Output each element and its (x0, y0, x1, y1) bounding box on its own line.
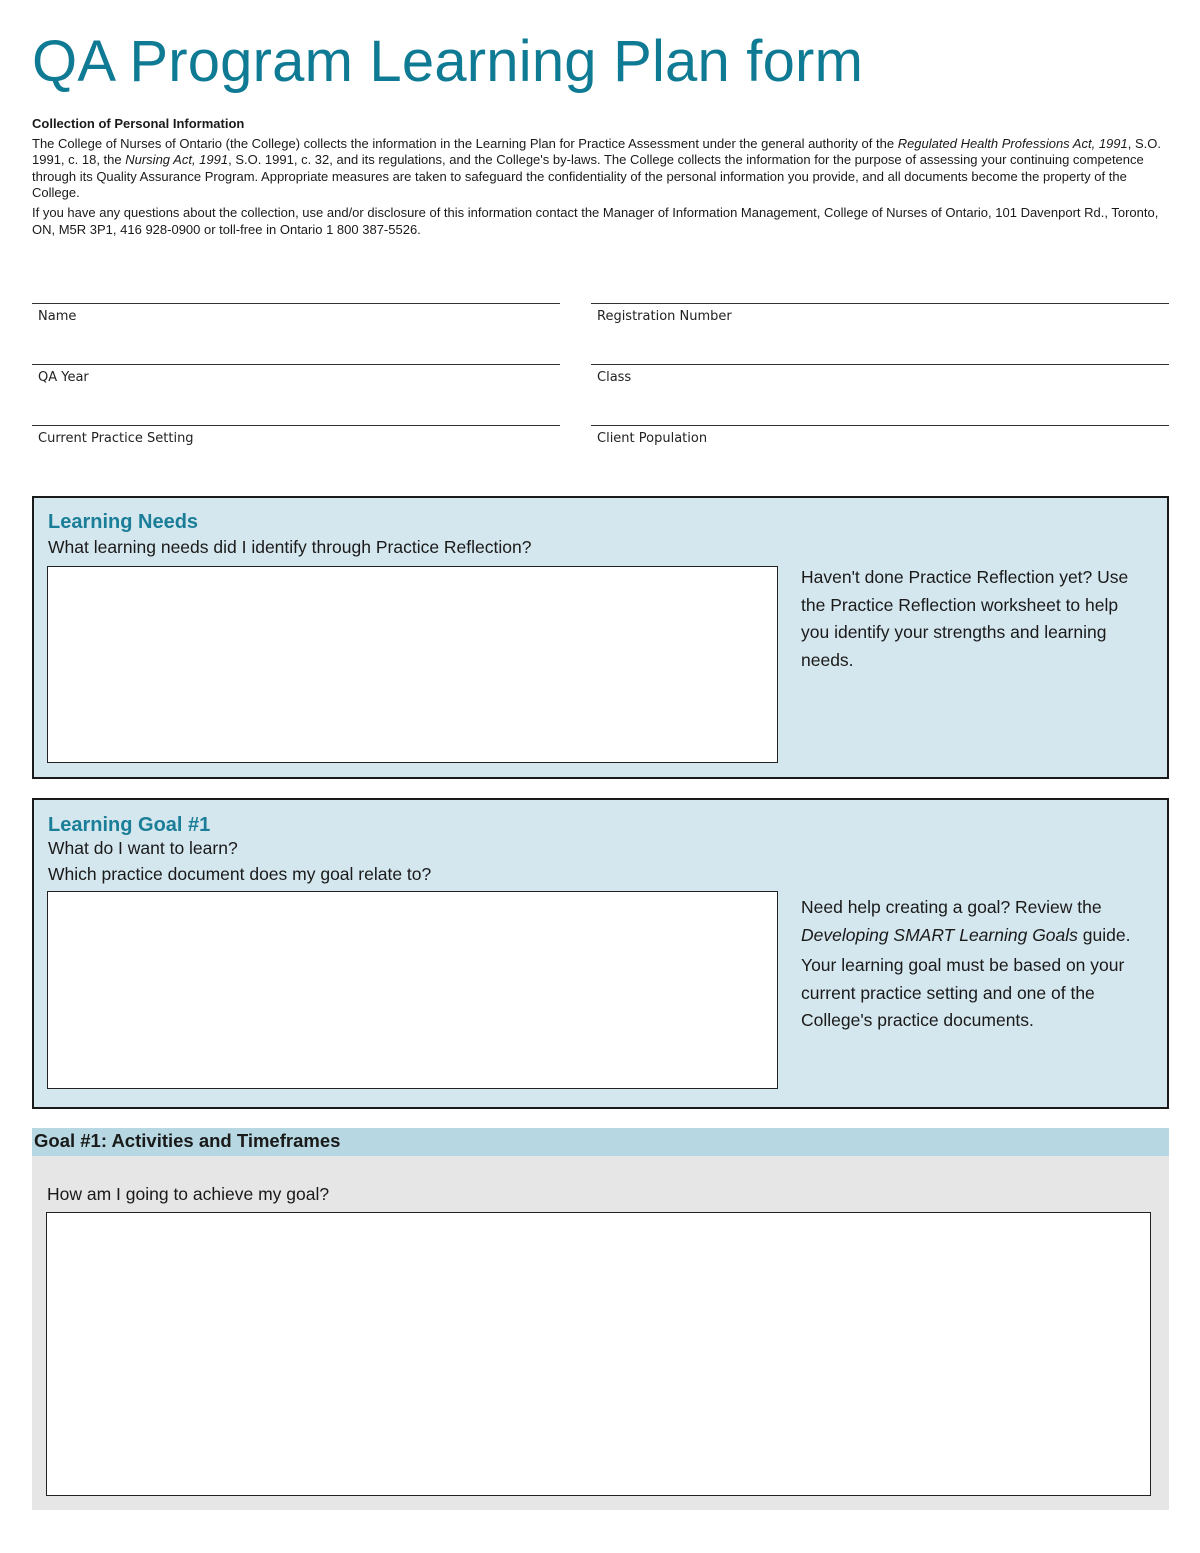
privacy-notice (32, 116, 1168, 241)
privacy-paragraph (32, 136, 1168, 202)
privacy-contact: If you have any questions about the collection, use and/or disclosure of this information contact the Manager of Information Management, College of Nurses of Ontario, 101 Davenport Rd., Toronto, ON, M5R 3P1, 416 928-0900 or toll-free in Ontario 1 800 387-5526. (32, 204, 1159, 237)
learning-goal-help-2: Your learning goal must be based on your current practice setting and one of the College's practice documents. (801, 955, 1125, 1030)
learning-goal-help (801, 894, 1151, 1035)
learning-goal-panel (32, 798, 1169, 1109)
privacy-act-1: Regulated Health Professions Act, 1991 (897, 135, 1128, 151)
privacy-heading: Collection of Personal Information (32, 116, 245, 131)
qa-year-label: QA Year (38, 370, 89, 385)
practice-setting-field (32, 425, 560, 446)
qa-year-field (32, 364, 560, 385)
activities-section (32, 1128, 1169, 1510)
name-field (32, 303, 560, 324)
learning-needs-panel (32, 496, 1169, 779)
help-text-1: Need help creating a goal? Review the (801, 897, 1102, 917)
class-label: Class (597, 370, 632, 385)
learning-needs-input[interactable] (47, 566, 778, 763)
registration-number-field (591, 303, 1169, 324)
learning-goal-input[interactable] (47, 891, 778, 1089)
activities-input[interactable] (46, 1212, 1151, 1496)
practice-setting-label: Current Practice Setting (38, 431, 194, 446)
privacy-text-1: The College of Nurses of Ontario (the College) collects the information in the Learning Plan for Practice Assessment under the general authority of the (32, 135, 898, 151)
learning-goal-title: Learning Goal #1 (48, 814, 211, 836)
learning-needs-title: Learning Needs (48, 511, 199, 533)
page-title: QA Program Learning Plan form (32, 29, 864, 94)
smart-goals-guide-title: Developing SMART Learning Goals (801, 924, 1078, 945)
privacy-act-2: Nursing Act, 1991 (125, 152, 229, 168)
learning-goal-help-1 (801, 894, 1151, 949)
learning-needs-question: What learning needs did I identify through Practice Reflection? (48, 537, 532, 557)
privacy-text-2: , S.O. 1991, c. 18, the (32, 135, 1161, 168)
learning-goal-question-1: What do I want to learn? (48, 838, 238, 858)
name-label: Name (38, 309, 77, 324)
learning-needs-help: Haven't done Practice Reflection yet? Use the Practice Reflection worksheet to help you identify your strengths and learning needs. (801, 567, 1129, 670)
registration-number-label: Registration Number (597, 309, 732, 324)
privacy-text-3: , S.O. 1991, c. 32, and its regulations, and the College's by-laws. The College collects the information for the purpose of assessing your continuing competence through its Quality Assurance Program. Appropriate measures are taken to safeguard the confidentiality of the personal information you provide, and all documents become the property of the College. (32, 152, 1144, 201)
activities-question: How am I going to achieve my goal? (47, 1184, 330, 1204)
class-field (591, 364, 1169, 385)
client-population-label: Client Population (597, 431, 708, 446)
learning-goal-question-2: Which practice document does my goal relate to? (48, 864, 432, 884)
activities-header (32, 1128, 1169, 1156)
help-text-2: guide. (1077, 924, 1131, 945)
client-population-field (591, 425, 1169, 446)
activities-title: Goal #1: Activities and Timeframes (34, 1130, 341, 1151)
